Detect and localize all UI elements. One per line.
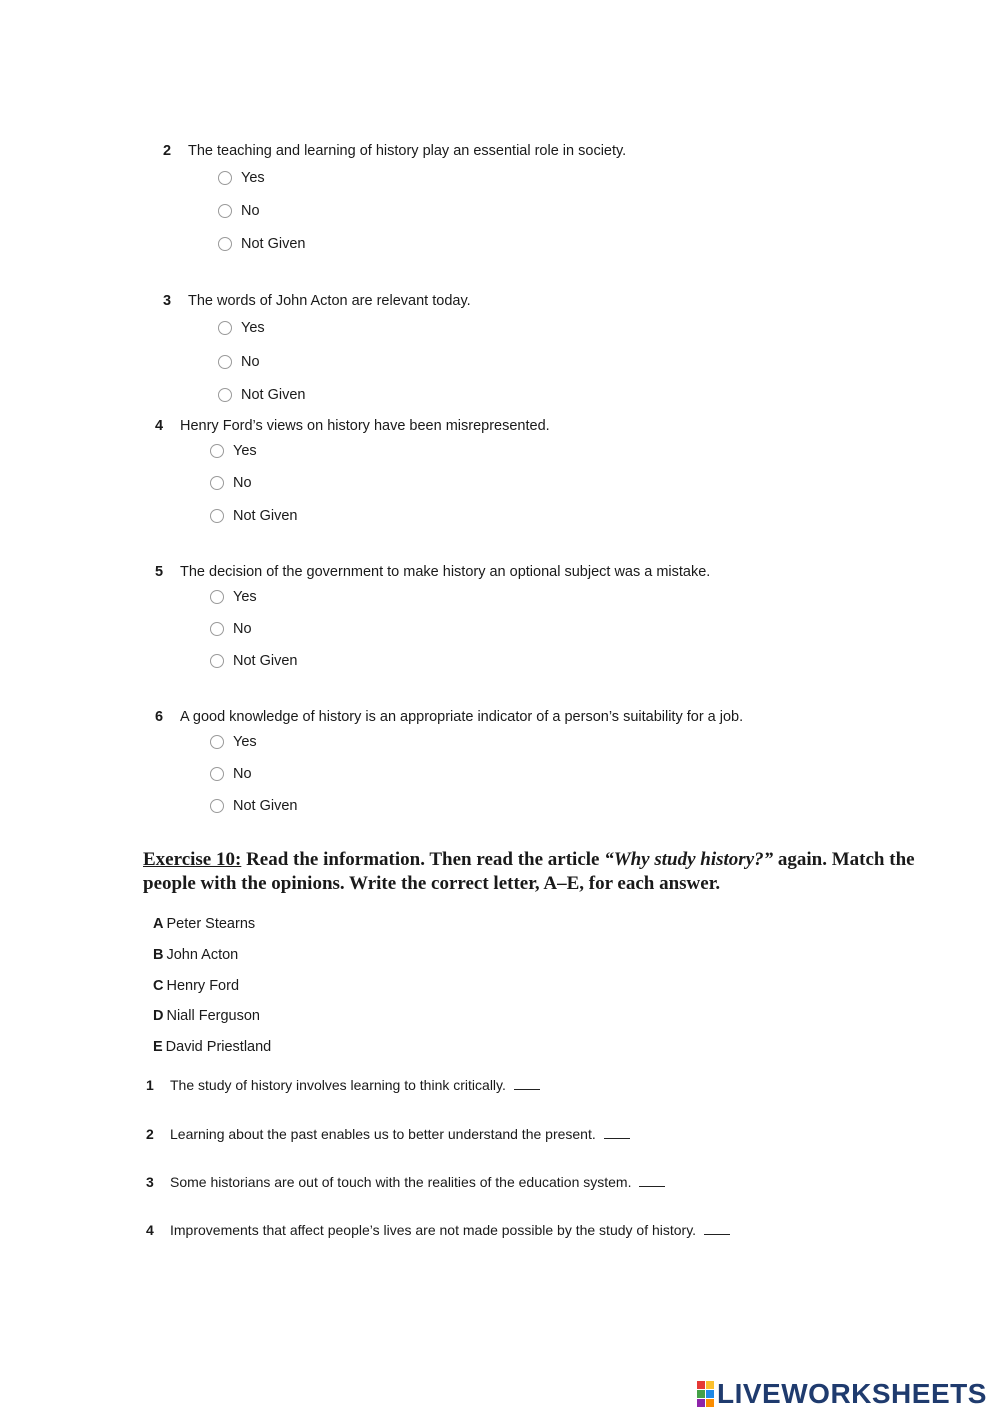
option-no[interactable]: [210, 766, 252, 782]
option-yes[interactable]: [210, 734, 257, 750]
matching-question-1: [146, 1076, 540, 1093]
person-letter: E: [153, 1039, 163, 1055]
option-no[interactable]: [218, 203, 260, 219]
option-label: No: [241, 203, 260, 219]
person-name: David Priestland: [165, 1039, 272, 1055]
answer-blank[interactable]: [704, 1221, 730, 1235]
answer-blank[interactable]: [604, 1125, 630, 1139]
logo-mark-icon: [697, 1381, 714, 1407]
person-letter: D: [153, 1008, 164, 1024]
logo-square: [697, 1381, 705, 1389]
question-text: A good knowledge of history is an appropriate indicator of a person’s suitability for a job.: [180, 709, 744, 725]
option-label: No: [233, 475, 252, 491]
question-text: Learning about the past enables us to better understand the present.: [170, 1126, 596, 1142]
option-label: Yes: [241, 320, 265, 336]
option-yes[interactable]: [218, 170, 265, 186]
option-not-given[interactable]: [218, 236, 305, 252]
question-text: The words of John Acton are relevant today.: [188, 293, 471, 309]
radio-button[interactable]: [210, 654, 224, 668]
option-label: Yes: [233, 589, 257, 605]
radio-button[interactable]: [218, 204, 232, 218]
person-name: Henry Ford: [166, 978, 240, 994]
option-yes[interactable]: [218, 320, 265, 336]
radio-button[interactable]: [218, 171, 232, 185]
option-no[interactable]: [218, 354, 260, 370]
person-name: Peter Stearns: [166, 916, 256, 932]
question-text: Improvements that affect people’s lives are not made possible by the study of history.: [170, 1222, 697, 1238]
option-yes[interactable]: [210, 589, 257, 605]
radio-button[interactable]: [210, 444, 224, 458]
exercise-text-before: Read the information. Then read the article: [241, 849, 605, 870]
option-no[interactable]: [210, 475, 252, 491]
matching-question-2: [146, 1125, 630, 1142]
radio-button[interactable]: [218, 355, 232, 369]
option-yes[interactable]: [210, 443, 257, 459]
radio-button[interactable]: [210, 767, 224, 781]
radio-button[interactable]: [210, 799, 224, 813]
question-number: 3: [146, 1174, 154, 1190]
option-label: Not Given: [233, 798, 298, 814]
radio-button[interactable]: [210, 622, 224, 636]
exercise-text-after: again. Match the people with the opinions. Write the correct letter, A–E, for each answer.: [143, 849, 915, 894]
article-title: “Why study history?”: [604, 849, 774, 870]
person-letter: C: [153, 978, 164, 994]
question-number: 2: [163, 143, 172, 159]
option-label: Yes: [241, 170, 265, 186]
exercise-heading: [143, 848, 943, 896]
person-c: [153, 978, 239, 994]
question-number: 3: [163, 293, 172, 309]
exercise-label: Exercise 10:: [143, 849, 242, 870]
option-label: Not Given: [241, 387, 306, 403]
option-label: Yes: [233, 734, 257, 750]
radio-button[interactable]: [210, 590, 224, 604]
person-name: Niall Ferguson: [166, 1008, 260, 1024]
question-number: 5: [155, 564, 164, 580]
option-label: No: [233, 766, 252, 782]
question-number: 4: [146, 1222, 154, 1238]
radio-button[interactable]: [218, 237, 232, 251]
question-text: Some historians are out of touch with the realities of the education system.: [170, 1174, 632, 1190]
logo-square: [697, 1390, 705, 1398]
radio-button[interactable]: [210, 509, 224, 523]
person-a: [153, 916, 255, 932]
option-not-given[interactable]: [210, 653, 297, 669]
person-letter: A: [153, 916, 164, 932]
question-text: The decision of the government to make history an optional subject was a mistake.: [180, 564, 711, 580]
option-label: Not Given: [233, 653, 298, 669]
option-not-given[interactable]: [218, 387, 305, 403]
answer-blank[interactable]: [639, 1173, 665, 1187]
logo-square: [706, 1390, 714, 1398]
question-text: Henry Ford’s views on history have been misrepresented.: [180, 418, 550, 434]
option-label: Not Given: [241, 236, 306, 252]
matching-question-3: [146, 1173, 665, 1190]
person-b: [153, 947, 238, 963]
option-label: No: [241, 354, 260, 370]
matching-question-4: [146, 1221, 730, 1238]
option-not-given[interactable]: [210, 508, 297, 524]
logo-square: [697, 1399, 705, 1407]
radio-button[interactable]: [210, 476, 224, 490]
radio-button[interactable]: [210, 735, 224, 749]
option-label: Not Given: [233, 508, 298, 524]
question-number: 1: [146, 1077, 154, 1093]
option-not-given[interactable]: [210, 798, 297, 814]
question-number: 4: [155, 418, 164, 434]
radio-button[interactable]: [218, 388, 232, 402]
person-letter: B: [153, 947, 164, 963]
radio-button[interactable]: [218, 321, 232, 335]
option-no[interactable]: [210, 621, 252, 637]
logo-text: LIVEWORKSHEETS: [717, 1378, 987, 1409]
question-text: The teaching and learning of history play an essential role in society.: [188, 143, 627, 159]
answer-blank[interactable]: [514, 1076, 540, 1090]
person-e: [153, 1039, 271, 1055]
question-number: 2: [146, 1126, 154, 1142]
person-name: John Acton: [166, 947, 239, 963]
option-label: No: [233, 621, 252, 637]
option-label: Yes: [233, 443, 257, 459]
person-d: [153, 1008, 260, 1024]
logo-square: [706, 1381, 714, 1389]
question-text: The study of history involves learning to think critically.: [170, 1077, 506, 1093]
liveworksheets-logo: [697, 1378, 987, 1410]
logo-square: [706, 1399, 714, 1407]
question-number: 6: [155, 709, 164, 725]
